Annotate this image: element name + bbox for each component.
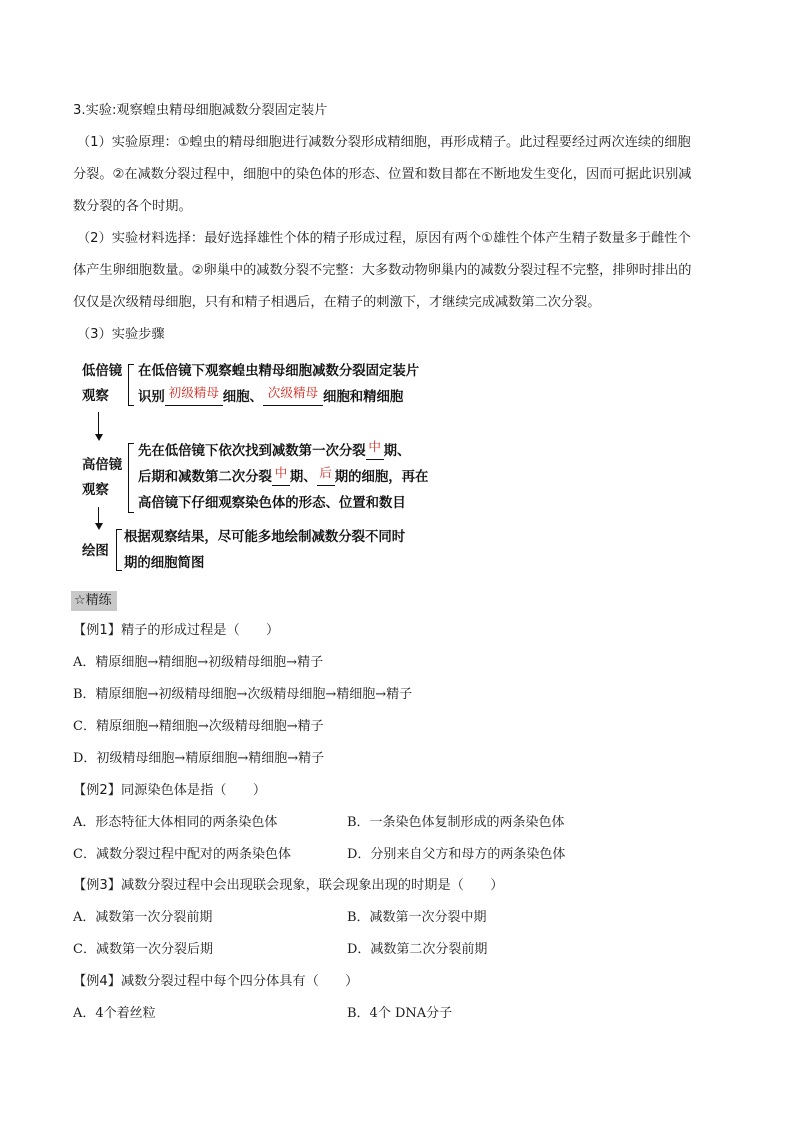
step2-blank-3 [317,465,335,486]
section-title: 3.实验:观察蝗虫精母细胞减数分裂固定装片 [73,103,328,118]
step2-line-1-pre: 先在低倍镜下依次找到减数第一次分裂 [138,443,366,459]
step2-label-b: 观察 [82,482,109,498]
materials-line-2: 体产生卵细胞数量。②卵巢中的减数分裂不完整：大多数动物卵巢内的减数分裂过程不完整，排卵时排出的 [73,263,692,278]
example-3-option-d: D．减数第二次分裂前期 [347,942,488,957]
step2-label-a: 高倍镜 [82,457,123,473]
example-1-option-a: A．精原细胞→精细胞→初级精母细胞→精子 [73,655,324,670]
step1-blank-1 [165,385,223,406]
example-2-option-c: C．减数分裂过程中配对的两条染色体 [73,847,291,862]
flow-arrow-1-line [98,412,99,436]
step3-line-1: 根据观察结果，尽可能多地绘制减数分裂不同时 [124,529,406,545]
step2-blank-1 [366,439,384,460]
principle-line-3: 数分裂的各个时期。 [73,199,192,214]
example-2-option-b: B．一条染色体复制形成的两条染色体 [347,815,565,830]
step1-label-b: 观察 [82,388,109,404]
principle-line-2: 分裂。②在减数分裂过程中，细胞中的染色体的形态、位置和数目都在不断地发生变化，因而可据此识别减 [73,167,692,182]
example-3-option-a: A．减数第一次分裂前期 [73,910,213,925]
step2-answer-1: 中 [368,439,381,454]
step1-line-2 [138,385,404,406]
step2-line-2-mid: 期、 [289,469,317,485]
step3-bracket [116,529,122,571]
step2-line-2-post: 期的细胞，再在 [334,469,429,485]
example-1-option-c: C．精原细胞→精细胞→次级精母细胞→精子 [73,719,324,734]
step3-line-2: 期的细胞简图 [124,555,205,571]
example-2-option-a: A．形态特征大体相同的两条染色体 [73,815,278,830]
step1-line-2-pre: 识别 [138,389,165,405]
example-4-option-a: A．4个着丝粒 [73,1006,156,1021]
step1-line-2-mid: 细胞、 [222,389,263,405]
example-4-option-b: B．4个 DNA分子 [347,1006,453,1021]
steps-heading: （3）实验步骤 [77,327,165,342]
step1-answer-2: 次级精母 [267,385,319,400]
step1-blank-2 [263,385,323,406]
example-3-option-b: B．减数第一次分裂中期 [347,910,487,925]
step2-bracket [128,443,134,513]
step1-answer-1: 初级精母 [168,385,219,400]
example-1-question: 【例1】精子的形成过程是（ ） [73,623,280,638]
step2-answer-3: 后 [319,465,332,480]
step3-label: 绘图 [82,543,109,559]
step1-line-1: 在低倍镜下观察蝗虫精母细胞减数分裂固定装片 [138,363,420,379]
step2-line-2-pre: 后期和减数第二次分裂 [138,469,272,485]
example-1-option-b: B．精原细胞→初级精母细胞→次级精母细胞→精细胞→精子 [73,687,413,702]
materials-line-1: （2）实验材料选择：最好选择雄性个体的精子形成过程，原因有两个①雄性个体产生精子数量多于雌性个 [77,231,691,246]
step2-line-3: 高倍镜下仔细观察染色体的形态、位置和数目 [138,495,406,511]
step2-blank-2 [272,465,290,486]
example-4-question: 【例4】减数分裂过程中每个四分体具有（ ） [73,974,359,989]
step2-line-2 [138,465,429,486]
step1-bracket [128,364,134,406]
materials-line-3: 仅仅是次级精母细胞，只有和精子相遇后，在精子的刺激下，才继续完成减数第二次分裂。 [73,295,601,310]
principle-line-1: （1）实验原理：①蝗虫的精母细胞进行减数分裂形成精细胞，再形成精子。此过程要经过两次连续的细胞 [77,135,691,150]
example-3-option-c: C．减数第一次分裂后期 [73,942,213,957]
step1-line-2-post: 细胞和精细胞 [322,389,404,405]
step1-label-a: 低倍镜 [82,363,123,379]
example-2-question: 【例2】同源染色体是指（ ） [73,783,267,798]
flow-arrow-2-head [95,523,103,530]
step2-answer-2: 中 [274,465,288,480]
example-3-question: 【例3】减数分裂过程中会出现联会现象，联会现象出现的时期是（ ） [73,878,504,893]
practice-badge: ☆精练 [71,591,117,611]
step2-line-1 [138,439,411,460]
example-2-option-d: D．分别来自父方和母方的两条染色体 [347,847,566,862]
step2-line-1-post: 期、 [383,443,411,459]
example-1-option-d: D．初级精母细胞→精原细胞→精细胞→精子 [73,751,325,766]
flow-arrow-1-head [95,434,103,441]
